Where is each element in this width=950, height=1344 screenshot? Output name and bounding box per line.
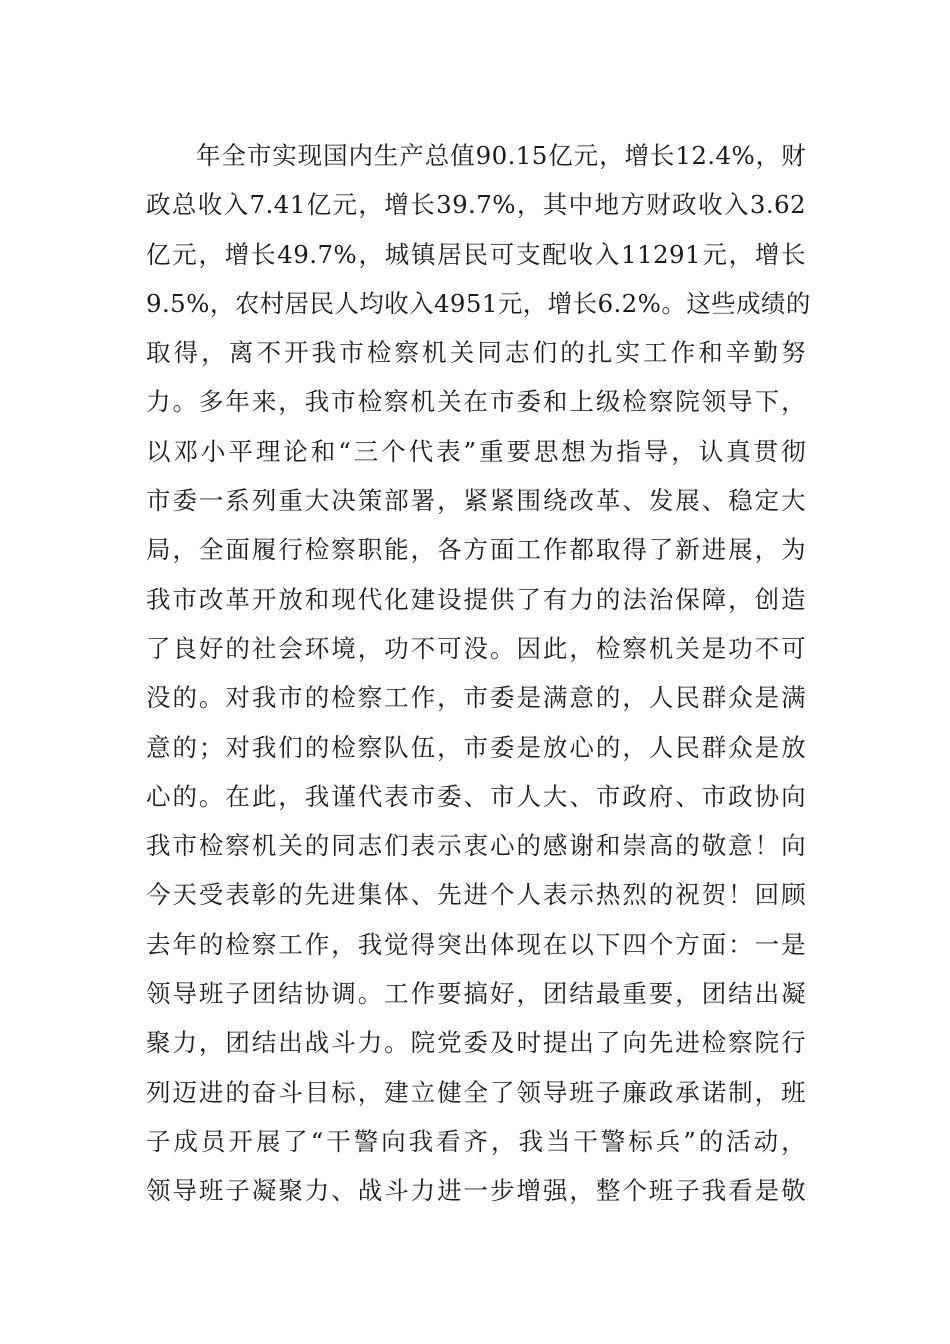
text-line-10: 我市改革开放和现代化建设提供了有力的法治保障，创造	[146, 584, 806, 614]
text-line-20: 列迈进的奋斗目标，建立健全了领导班子廉政承诺制，班	[146, 1077, 806, 1107]
text-line-3: 亿元，增长49.7%，城镇居民可支配收入11291元，增长	[146, 239, 806, 269]
text-line-15: 我市检察机关的同志们表示衷心的感谢和崇高的敬意！向	[146, 831, 806, 861]
text-line-14: 心的。在此，我谨代表市委、市人大、市政府、市政协向	[146, 781, 806, 811]
text-line-18: 领导班子团结协调。工作要搞好，团结最重要，团结出凝	[146, 979, 806, 1009]
text-line-2: 政总收入7.41亿元，增长39.7%，其中地方财政收入3.62	[146, 190, 806, 220]
text-line-16: 今天受表彰的先进集体、先进个人表示热烈的祝贺！回顾	[146, 880, 806, 910]
text-line-11: 了良好的社会环境，功不可没。因此，检察机关是功不可	[146, 633, 806, 663]
text-line-6: 力。多年来，我市检察机关在市委和上级检察院领导下，	[146, 387, 806, 417]
text-line-9: 局，全面履行检察职能，各方面工作都取得了新进展，为	[146, 535, 806, 565]
text-line-7: 以邓小平理论和“三个代表”重要思想为指导，认真贯彻	[146, 436, 806, 466]
text-line-13: 意的；对我们的检察队伍，市委是放心的，人民群众是放	[146, 732, 806, 762]
text-line-17: 去年的检察工作，我觉得突出体现在以下四个方面：一是	[146, 929, 806, 959]
text-line-22: 领导班子凝聚力、战斗力进一步增强，整个班子我看是敬	[146, 1176, 806, 1206]
text-line-19: 聚力，团结出战斗力。院党委及时提出了向先进检察院行	[146, 1028, 806, 1058]
text-line-1: 年全市实现国内生产总值90.15亿元，增长12.4%，财	[196, 141, 806, 170]
text-line-8: 市委一系列重大决策部署，紧紧围绕改革、发展、稳定大	[146, 486, 806, 516]
body-paragraph	[146, 131, 811, 1216]
text-line-5: 取得，离不开我市检察机关同志们的扎实工作和辛勤努	[146, 338, 806, 368]
text-line-12: 没的。对我市的检察工作，市委是满意的，人民群众是满	[146, 683, 806, 713]
text-line-21: 子成员开展了“干警向我看齐，我当干警标兵”的活动，	[146, 1126, 806, 1156]
text-line-4: 9.5%，农村居民人均收入4951元，增长6.2%。这些成绩的	[146, 288, 811, 318]
